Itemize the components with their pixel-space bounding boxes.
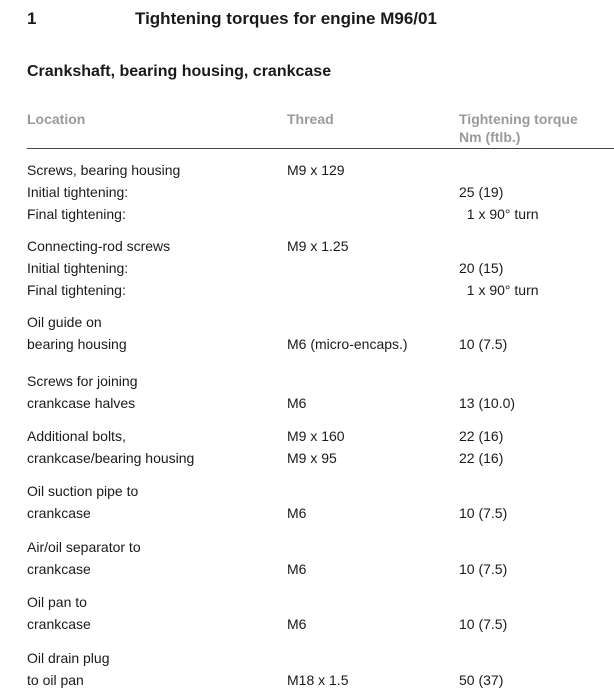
table-cell-location: crankcase halves <box>27 395 136 411</box>
table-cell-location: Final tightening: <box>27 206 126 222</box>
table-cell-thread: M6 (micro-encaps.) <box>287 336 408 352</box>
table-cell-location: Oil drain plug <box>27 650 110 666</box>
table-cell-location: Air/oil separator to <box>27 539 141 555</box>
section-title: Crankshaft, bearing housing, crankcase <box>27 63 332 80</box>
table-cell-torque: 50 (37) <box>459 672 504 688</box>
table-cell-thread: M6 <box>287 561 307 577</box>
table-cell-torque: 1 x 90° turn <box>459 282 539 298</box>
table-cell-location: Initial tightening: <box>27 260 129 276</box>
table-cell-thread: M6 <box>287 395 307 411</box>
table-cell-location: crankcase/bearing housing <box>27 450 195 466</box>
page-title: Tightening torques for engine M96/01 <box>135 9 437 28</box>
table-cell-torque: 10 (7.5) <box>459 616 508 632</box>
table-cell-thread: M6 <box>287 616 307 632</box>
table-cell-location: crankcase <box>27 505 91 521</box>
chapter-number: 1 <box>27 9 37 28</box>
table-cell-thread: M18 x 1.5 <box>287 672 349 688</box>
table-cell-torque: 10 (7.5) <box>459 561 508 577</box>
column-header-thread: Thread <box>287 111 334 127</box>
table-cell-location: to oil pan <box>27 672 84 688</box>
table-cell-torque: 1 x 90° turn <box>459 206 539 222</box>
table-cell-location: crankcase <box>27 616 91 632</box>
table-cell-location: Oil suction pipe to <box>27 483 139 499</box>
table-cell-thread: M6 <box>287 505 307 521</box>
table-cell-torque: 10 (7.5) <box>459 336 508 352</box>
table-cell-location: Connecting-rod screws <box>27 238 171 254</box>
table-cell-location: Screws, bearing housing <box>27 162 181 178</box>
table-cell-location: crankcase <box>27 561 91 577</box>
table-cell-torque: 20 (15) <box>459 260 504 276</box>
table-cell-torque: 22 (16) <box>459 450 504 466</box>
table-cell-thread: M9 x 1.25 <box>287 238 349 254</box>
table-cell-location: Screws for joining <box>27 373 138 389</box>
table-cell-location: Additional bolts, <box>27 428 126 444</box>
table-cell-location: Initial tightening: <box>27 184 129 200</box>
table-cell-location: Oil guide on <box>27 314 102 330</box>
table-cell-torque: 22 (16) <box>459 428 504 444</box>
table-cell-thread: M9 x 95 <box>287 450 337 466</box>
column-header-torque-line1: Tightening torque <box>459 111 578 127</box>
table-cell-location: bearing housing <box>27 336 127 352</box>
table-cell-thread: M9 x 160 <box>287 428 345 444</box>
table-cell-torque: 25 (19) <box>459 184 504 200</box>
table-cell-thread: M9 x 129 <box>287 162 345 178</box>
table-cell-torque: 10 (7.5) <box>459 505 508 521</box>
column-header-torque-unit: Nm (ftlb.) <box>459 129 521 145</box>
column-header-location: Location <box>27 111 86 127</box>
table-cell-location: Oil pan to <box>27 594 87 610</box>
table-cell-location: Final tightening: <box>27 282 126 298</box>
table-cell-torque: 13 (10.0) <box>459 395 516 411</box>
